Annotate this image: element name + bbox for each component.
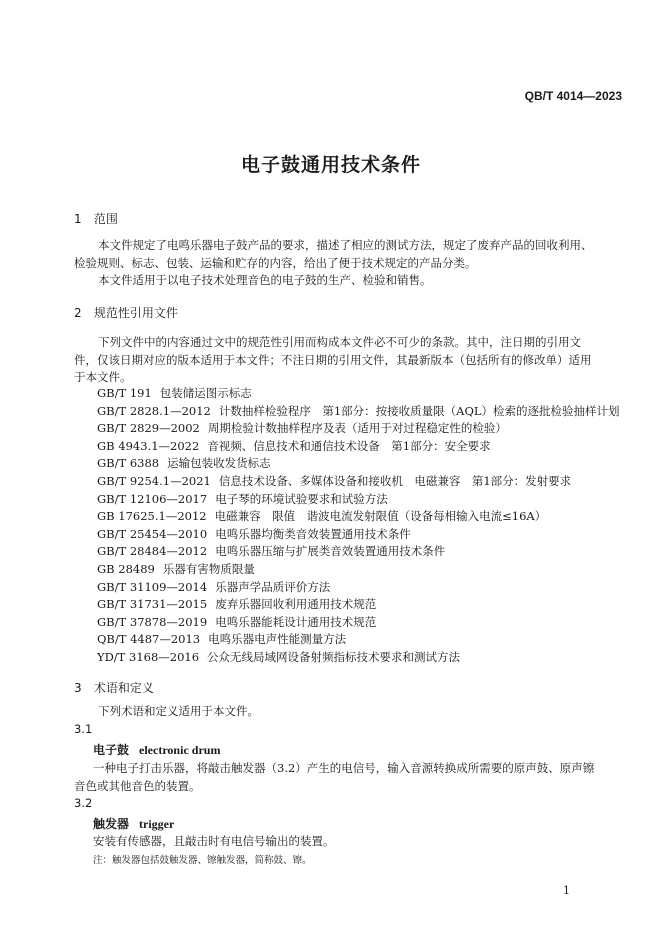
trigger-note: 注：触发器包括鼓触发器、镲触发器，简称鼓、镲。: [93, 855, 312, 866]
reference-item: [97, 631, 617, 649]
reference-code: YD/T 3168—2016: [97, 649, 200, 664]
definition-electronic-drum: 一种电子打击乐器，将敲击触发器（3.2）产生的电信号，输入音源转换成所需要的原声鼓、原声镲音色或其他音色的装置。: [74, 761, 595, 793]
reference-title: 运输包装收发货标志: [167, 456, 271, 471]
reference-code: QB/T 4487—2013: [97, 632, 201, 647]
reference-title: 电鸣乐器电声性能测量方法: [208, 632, 347, 647]
section-2-heading: [74, 304, 178, 321]
reference-title: 废弃乐器回收利用通用技术规范: [215, 597, 377, 612]
section-3-number: 3: [74, 681, 82, 695]
reference-title: 公众无线局域网设备射频指标技术要求和测试方法: [207, 649, 461, 664]
reference-item: [97, 596, 617, 614]
reference-code: GB/T 6388: [97, 456, 160, 471]
section-1-number: 1: [74, 212, 82, 226]
reference-title: 音视频、信息技术和通信技术设备 第1部分：安全要求: [207, 438, 491, 453]
reference-item: [97, 579, 617, 597]
reference-title: 电鸣乐器均衡类音效装置通用技术条件: [215, 526, 411, 541]
term-zh: 电子鼓: [93, 743, 130, 757]
term-zh: 触发器: [93, 817, 130, 831]
clause-number-3-2: 3.2: [74, 796, 93, 810]
reference-item: [97, 543, 617, 561]
reference-code: GB/T 191: [97, 386, 152, 400]
reference-item: [97, 403, 620, 421]
standard-code: QB/T 4014—2023: [524, 89, 622, 103]
reference-title: 电鸣乐器能耗设计通用技术规范: [215, 614, 377, 629]
reference-code: GB 17625.1—2012: [97, 509, 207, 524]
reference-item: [97, 491, 617, 509]
term-trigger: [93, 815, 174, 832]
term-en: trigger: [139, 817, 175, 831]
terms-intro-paragraph: 下列术语和定义适用于本文件。: [98, 704, 259, 718]
reference-title: 电鸣乐器压缩与扩展类音效装置通用技术条件: [215, 544, 446, 559]
reference-title: 周期检验计数抽样程序及表（适用于对过程稳定性的检验）: [207, 421, 507, 436]
reference-code: GB/T 28484—2012: [97, 544, 208, 559]
reference-title: 电子琴的环境试验要求和试验方法: [215, 491, 388, 506]
reference-title: 乐器有害物质限量: [162, 561, 255, 576]
section-1-heading: [74, 210, 118, 227]
reference-item: [97, 561, 617, 579]
term-electronic-drum: [93, 741, 220, 758]
reference-code: GB/T 2828.1—2012: [97, 403, 211, 418]
reference-item: [97, 614, 617, 632]
reference-code: GB/T 37878—2019: [97, 614, 208, 629]
reference-title: 包装储运图示标志: [159, 386, 252, 400]
reference-code: GB/T 25454—2010: [97, 526, 208, 541]
reference-item: [97, 649, 617, 667]
scope-paragraph-1: 本文件规定了电鸣乐器电子鼓产品的要求，描述了相应的测试方法，规定了废弃产品的回收利用、检验规则、标志、包装、运输和贮存的内容，给出了便于技术规定的产品分类。: [74, 238, 593, 270]
reference-item: [97, 438, 617, 456]
reference-item: [97, 508, 617, 526]
reference-code: GB 4943.1—2022: [97, 438, 200, 453]
reference-code: GB/T 12106—2017: [97, 491, 208, 506]
term-en: electronic drum: [139, 743, 221, 757]
section-2-number: 2: [74, 306, 82, 320]
reference-title: 计数抽样检验程序 第1部分：按接收质量限（AQL）检索的逐批检验抽样计划: [218, 403, 620, 418]
normative-intro-paragraph: 下列文件中的内容通过文中的规范性引用而构成本文件必不可少的条款。其中，注日期的引用文件，仅该日期对应的版本适用于本文件；不注日期的引用文件，其最新版本（包括所有的修改单）适用于本文件。: [74, 335, 592, 384]
reference-code: GB 28489: [97, 561, 155, 576]
reference-item: [97, 420, 617, 438]
reference-code: GB/T 9254.1—2021: [97, 473, 211, 488]
clause-number-3-1: 3.1: [74, 722, 93, 736]
reference-item: [97, 455, 617, 473]
scope-paragraph-2: 本文件适用于以电子技术处理音色的电子鼓的生产、检验和销售。: [98, 273, 432, 287]
section-3-heading: [74, 679, 154, 696]
reference-title: 信息技术设备、多媒体设备和接收机 电磁兼容 第1部分：发射要求: [218, 473, 572, 488]
reference-code: GB/T 31731—2015: [97, 597, 208, 612]
section-2-title: 规范性引用文件: [93, 306, 178, 320]
reference-code: GB/T 2829—2002: [97, 421, 200, 436]
section-1-title: 范围: [93, 212, 118, 226]
reference-item: [97, 473, 617, 491]
reference-item: [97, 385, 617, 403]
page-number: 1: [563, 884, 570, 897]
document-title: 电子鼓通用技术条件: [240, 154, 421, 176]
section-3-title: 术语和定义: [93, 681, 154, 695]
reference-code: GB/T 31109—2014: [97, 579, 208, 594]
reference-title: 乐器声学品质评价方法: [215, 579, 331, 594]
definition-trigger: 安装有传感器，且敲击时有电信号输出的装置。: [93, 834, 335, 848]
normative-reference-list: [97, 385, 620, 667]
reference-title: 电磁兼容 限值 谐波电流发射限值（设备每相输入电流≤16A）: [214, 509, 547, 524]
reference-item: [97, 526, 617, 544]
